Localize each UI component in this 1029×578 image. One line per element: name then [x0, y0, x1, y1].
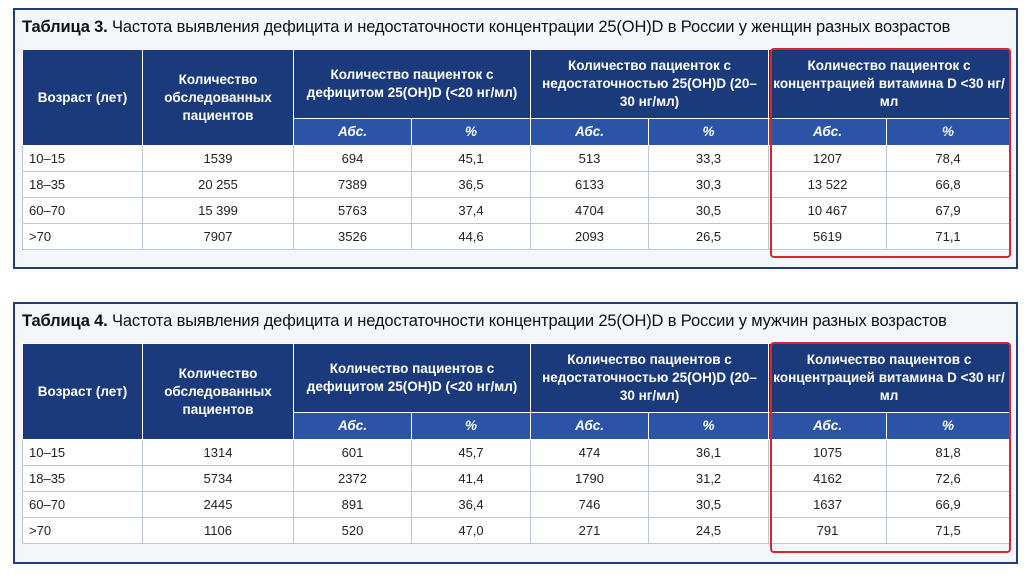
cell-insufficiency-abs: 746	[531, 492, 649, 518]
subheader-abs: Абс.	[531, 413, 649, 440]
header-examined: Количество обследованных пациентов	[143, 50, 294, 146]
cell-insufficiency-pct: 30,3	[649, 172, 769, 198]
cell-insufficiency-abs: 513	[531, 146, 649, 172]
header-insufficiency: Количество пациентов с недостаточностью 25(OH)D (20–30 нг/мл)	[531, 344, 769, 413]
cell-below-30-abs: 13 522	[769, 172, 887, 198]
cell-insufficiency-abs: 6133	[531, 172, 649, 198]
cell-deficit-pct: 41,4	[412, 466, 531, 492]
header-below-30: Количество пациенток с концентрацией витамина D <30 нг/мл	[769, 50, 1010, 119]
cell-deficit-pct: 45,7	[412, 440, 531, 466]
table-row	[23, 224, 1010, 250]
cell-examined: 5734	[143, 466, 294, 492]
cell-below-30-pct: 78,4	[887, 146, 1010, 172]
cell-age: 10–15	[23, 440, 143, 466]
subheader-pct: %	[412, 119, 531, 146]
table-row	[23, 440, 1010, 466]
cell-insufficiency-abs: 4704	[531, 198, 649, 224]
cell-deficit-abs: 520	[294, 518, 412, 544]
header-age: Возраст (лет)	[23, 50, 143, 146]
subheader-abs: Абс.	[531, 119, 649, 146]
cell-examined: 15 399	[143, 198, 294, 224]
cell-deficit-pct: 47,0	[412, 518, 531, 544]
caption-text: Частота выявления дефицита и недостаточности концентрации 25(OH)D в России у мужчин разных возрастов	[107, 312, 947, 330]
header-below-30: Количество пациентов с концентрацией витамина D <30 нг/мл	[769, 344, 1010, 413]
cell-insufficiency-pct: 36,1	[649, 440, 769, 466]
table-row	[23, 492, 1010, 518]
caption-text: Частота выявления дефицита и недостаточности концентрации 25(OH)D в России у женщин разных возрастов	[107, 18, 951, 36]
cell-insufficiency-pct: 30,5	[649, 198, 769, 224]
subheader-pct: %	[887, 413, 1010, 440]
cell-insufficiency-pct: 33,3	[649, 146, 769, 172]
cell-age: 10–15	[23, 146, 143, 172]
table-row	[23, 172, 1010, 198]
cell-age: 18–35	[23, 172, 143, 198]
cell-examined: 1314	[143, 440, 294, 466]
cell-below-30-pct: 66,9	[887, 492, 1010, 518]
cell-insufficiency-pct: 26,5	[649, 224, 769, 250]
cell-below-30-abs: 1207	[769, 146, 887, 172]
table-4	[22, 343, 1010, 544]
cell-deficit-abs: 7389	[294, 172, 412, 198]
cell-deficit-abs: 891	[294, 492, 412, 518]
cell-age: 60–70	[23, 492, 143, 518]
cell-below-30-pct: 72,6	[887, 466, 1010, 492]
table-3	[22, 49, 1010, 250]
cell-below-30-abs: 4162	[769, 466, 887, 492]
cell-age: 18–35	[23, 466, 143, 492]
caption-label: Таблица 3.	[22, 18, 108, 36]
table-3-caption	[22, 18, 950, 37]
cell-deficit-pct: 45,1	[412, 146, 531, 172]
cell-insufficiency-abs: 474	[531, 440, 649, 466]
table-row	[23, 466, 1010, 492]
cell-examined: 20 255	[143, 172, 294, 198]
subheader-pct: %	[412, 413, 531, 440]
cell-age: >70	[23, 224, 143, 250]
table-row	[23, 146, 1010, 172]
cell-insufficiency-abs: 271	[531, 518, 649, 544]
subheader-pct: %	[887, 119, 1010, 146]
subheader-abs: Абс.	[769, 119, 887, 146]
cell-below-30-abs: 10 467	[769, 198, 887, 224]
cell-deficit-pct: 37,4	[412, 198, 531, 224]
cell-examined: 1539	[143, 146, 294, 172]
subheader-abs: Абс.	[769, 413, 887, 440]
cell-deficit-abs: 694	[294, 146, 412, 172]
cell-deficit-abs: 2372	[294, 466, 412, 492]
cell-insufficiency-abs: 1790	[531, 466, 649, 492]
cell-insufficiency-pct: 24,5	[649, 518, 769, 544]
cell-insufficiency-abs: 2093	[531, 224, 649, 250]
subheader-abs: Абс.	[294, 413, 412, 440]
cell-examined: 7907	[143, 224, 294, 250]
cell-below-30-abs: 791	[769, 518, 887, 544]
cell-deficit-abs: 5763	[294, 198, 412, 224]
cell-below-30-abs: 1075	[769, 440, 887, 466]
cell-deficit-pct: 36,4	[412, 492, 531, 518]
subheader-pct: %	[649, 119, 769, 146]
cell-deficit-pct: 36,5	[412, 172, 531, 198]
cell-deficit-abs: 3526	[294, 224, 412, 250]
cell-below-30-pct: 81,8	[887, 440, 1010, 466]
cell-deficit-abs: 601	[294, 440, 412, 466]
cell-age: >70	[23, 518, 143, 544]
header-deficit: Количество пациенток с дефицитом 25(OH)D (<20 нг/мл)	[294, 50, 531, 119]
cell-examined: 1106	[143, 518, 294, 544]
cell-below-30-pct: 71,5	[887, 518, 1010, 544]
header-examined: Количество обследованных пациентов	[143, 344, 294, 440]
header-age: Возраст (лет)	[23, 344, 143, 440]
table-row	[23, 518, 1010, 544]
cell-deficit-pct: 44,6	[412, 224, 531, 250]
cell-examined: 2445	[143, 492, 294, 518]
header-deficit: Количество пациентов с дефицитом 25(OH)D (<20 нг/мл)	[294, 344, 531, 413]
cell-below-30-abs: 5619	[769, 224, 887, 250]
cell-insufficiency-pct: 31,2	[649, 466, 769, 492]
table-row	[23, 198, 1010, 224]
cell-below-30-pct: 66,8	[887, 172, 1010, 198]
subheader-pct: %	[649, 413, 769, 440]
cell-age: 60–70	[23, 198, 143, 224]
table-4-panel	[13, 302, 1018, 564]
cell-below-30-pct: 67,9	[887, 198, 1010, 224]
caption-label: Таблица 4.	[22, 312, 108, 330]
subheader-abs: Абс.	[294, 119, 412, 146]
table-4-caption	[22, 312, 947, 331]
header-insufficiency: Количество пациенток с недостаточностью 25(OH)D (20–30 нг/мл)	[531, 50, 769, 119]
cell-below-30-pct: 71,1	[887, 224, 1010, 250]
table-3-panel	[13, 8, 1018, 269]
cell-insufficiency-pct: 30,5	[649, 492, 769, 518]
cell-below-30-abs: 1637	[769, 492, 887, 518]
